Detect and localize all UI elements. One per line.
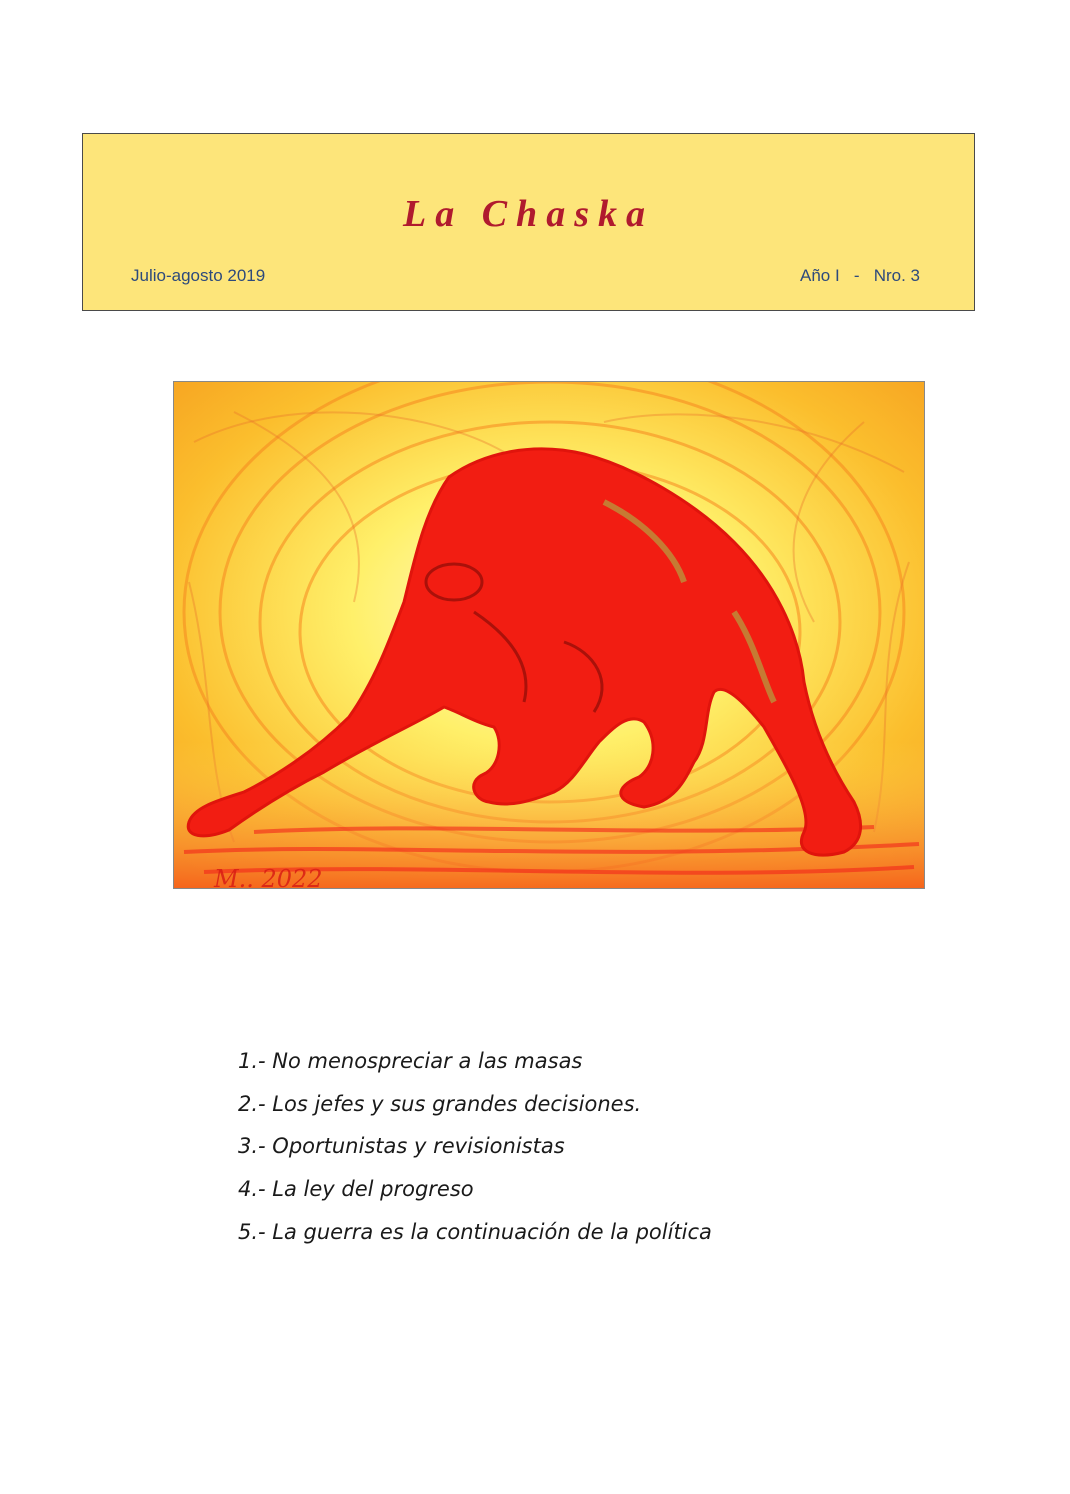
contents-item-4: 4.- La ley del progreso [238, 1177, 474, 1202]
magazine-title: La Chaska [403, 193, 654, 235]
issue-number: Año I - Nro. 3 [800, 266, 920, 285]
contents-item-1: 1.- No menospreciar a las masas [238, 1049, 583, 1073]
issue-date: Julio-agosto 2019 [131, 266, 266, 285]
table-of-contents [238, 1042, 712, 1255]
cover-artwork [173, 381, 925, 889]
contents-item-2: 2.- Los jefes y sus grandes decisiones. [238, 1091, 642, 1116]
svg-text:M.. 2022: M.. 2022 [214, 865, 323, 889]
contents-item-3: 3.- Oportunistas y revisionistas [238, 1134, 565, 1159]
bull-painting-image [174, 382, 925, 889]
contents-item-5: 5.- La guerra es la continuación de la política [238, 1219, 712, 1244]
masthead [82, 133, 975, 311]
